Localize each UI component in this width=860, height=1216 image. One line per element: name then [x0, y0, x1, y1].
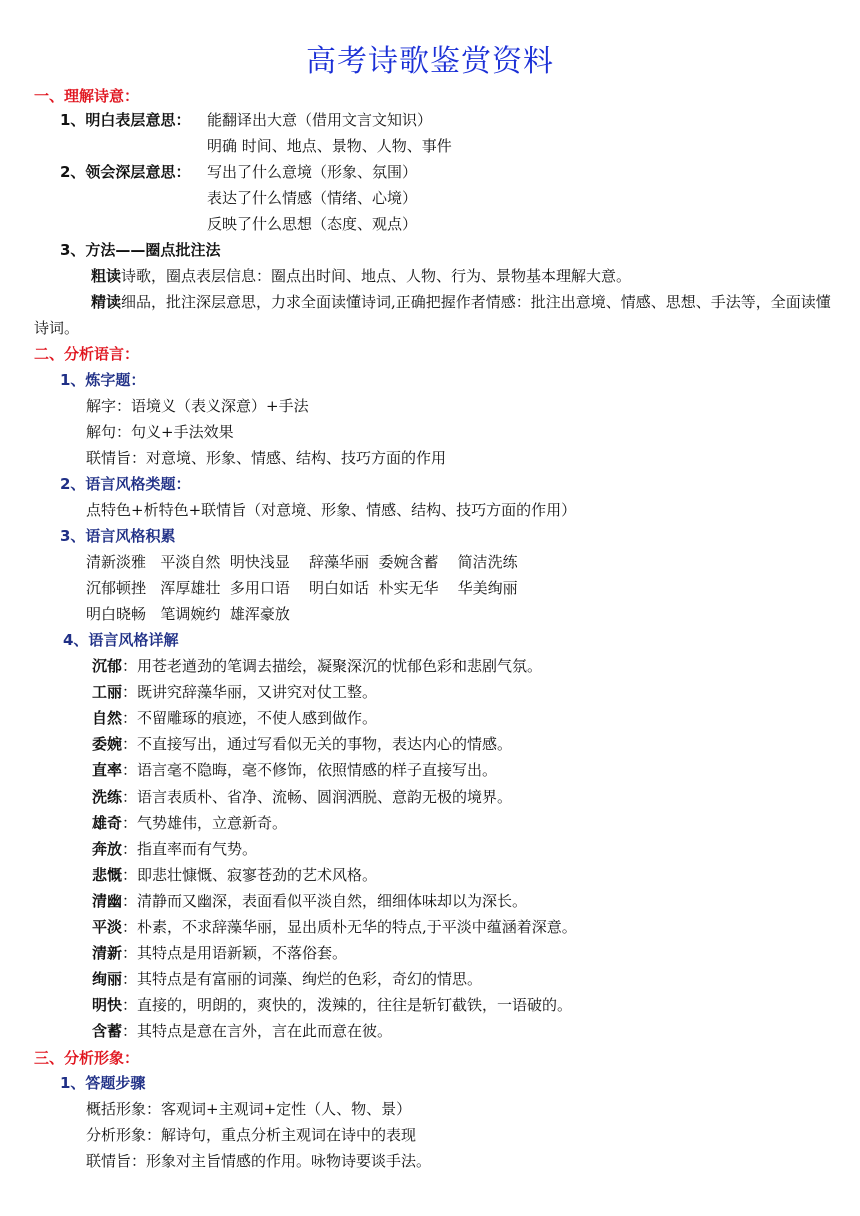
- style-detail-row: [92, 760, 497, 780]
- subheading-1-2: 2、领会深层意思：: [60, 163, 191, 181]
- style-term: 明快: [92, 996, 123, 1014]
- paragraph: [34, 289, 834, 341]
- style-term: 简洁洗练: [457, 553, 518, 571]
- style-row-1: [86, 552, 518, 572]
- style-detail-row: [92, 656, 542, 676]
- style-term: 委婉含蓄: [378, 553, 439, 571]
- text-line: 写出了什么意境（形象、氛围）: [207, 163, 418, 181]
- style-term: 清幽: [92, 892, 123, 910]
- style-term: 沉郁: [92, 657, 123, 675]
- text-line: 解句：句义+手法效果: [86, 423, 234, 441]
- style-detail-row: [92, 1021, 392, 1041]
- subheading-2-1: 1、炼字题：: [60, 371, 146, 389]
- style-description: ：不留雕琢的痕迹，不使人感到做作。: [122, 709, 378, 727]
- subheading-1-3: 3、方法——圈点批注法: [60, 241, 221, 259]
- style-description: ：清静而又幽深，表面看似平淡自然，细细体味却以为深长。: [122, 892, 528, 910]
- style-detail-row: [92, 943, 347, 963]
- style-term: 平淡自然: [160, 553, 221, 571]
- text-line: 能翻译出大意（借用文言文知识）: [207, 111, 433, 129]
- style-detail-row: [92, 891, 527, 911]
- paragraph-text: 诗歌，圈点表层信息：圈点出时间、地点、人物、行为、景物基本理解大意。: [121, 267, 632, 285]
- style-term: 工丽: [92, 683, 123, 701]
- style-detail-row: [92, 734, 512, 754]
- style-description: ：不直接写出，通过写看似无关的事物，表达内心的情感。: [122, 735, 513, 753]
- section-heading-1: 一、理解诗意：: [34, 87, 140, 105]
- style-description: ：语言表质朴、省净、流畅、圆润洒脱、意韵无极的境界。: [122, 788, 513, 806]
- style-term: 明白如话: [308, 579, 369, 597]
- text-line: 概括形象：客观词+主观词+定性（人、物、景）: [86, 1100, 412, 1118]
- style-detail-row: [92, 995, 572, 1015]
- subheading-3-1: 1、答题步骤: [60, 1074, 146, 1092]
- style-term: 自然: [92, 709, 123, 727]
- style-term: 沉郁顿挫: [86, 579, 147, 597]
- text-line: 解字：语境义（表义深意）+手法: [86, 397, 309, 415]
- style-description: ：指直率而有气势。: [122, 840, 258, 858]
- style-detail-row: [92, 682, 377, 702]
- style-description: ：即悲壮慷慨、寂寥苍劲的艺术风格。: [122, 866, 378, 884]
- style-term: 明快浅显: [229, 553, 290, 571]
- style-term: 清新淡雅: [86, 553, 147, 571]
- style-description: ：用苍老遒劲的笔调去描绘，凝聚深沉的忧郁色彩和悲剧气氛。: [122, 657, 543, 675]
- style-description: ：朴素，不求辞藻华丽，显出质朴无华的特点,于平淡中蕴涵着深意。: [122, 918, 577, 936]
- bold-term: 粗读: [91, 267, 122, 285]
- style-term: 华美绚丽: [457, 579, 518, 597]
- text-line: [91, 266, 631, 286]
- text-line: 表达了什么情感（情绪、心境）: [207, 189, 418, 207]
- style-term: 雄奇: [92, 814, 123, 832]
- style-term: 委婉: [92, 735, 123, 753]
- style-description: ：既讲究辞藻华丽，又讲究对仗工整。: [122, 683, 378, 701]
- style-description: ：直接的，明朗的，爽快的，泼辣的，往往是斩钉截铁，一语破的。: [122, 996, 573, 1014]
- text-line: 分析形象：解诗句，重点分析主观词在诗中的表现: [86, 1126, 417, 1144]
- subheading-2-4: 4、语言风格详解: [63, 631, 179, 649]
- style-term: 绚丽: [92, 970, 123, 988]
- style-detail-row: [92, 787, 512, 807]
- style-detail-row: [92, 917, 577, 937]
- subheading-1-1: 1、明白表层意思：: [60, 111, 191, 129]
- style-term: 含蓄: [92, 1022, 123, 1040]
- style-term: 多用口语: [229, 579, 290, 597]
- style-row-2: [86, 578, 518, 598]
- style-term: 直率: [92, 761, 123, 779]
- text-line: 明确 时间、地点、景物、人物、事件: [207, 137, 452, 155]
- style-detail-row: [92, 813, 287, 833]
- style-description: ：其特点是意在言外，言在此而意在彼。: [122, 1022, 393, 1040]
- style-term: 辞藻华丽: [308, 553, 369, 571]
- style-term: 奔放: [92, 840, 123, 858]
- style-term: 朴实无华: [378, 579, 439, 597]
- subheading-2-2: 2、语言风格类题：: [60, 475, 191, 493]
- style-row-3: [86, 604, 290, 624]
- style-term: 雄浑豪放: [229, 605, 290, 623]
- style-term: 悲慨: [92, 866, 123, 884]
- style-term: 浑厚雄壮: [160, 579, 221, 597]
- style-description: ：气势雄伟，立意新奇。: [122, 814, 288, 832]
- style-detail-row: [92, 865, 377, 885]
- text-line: 点特色+析特色+联情旨（对意境、形象、情感、结构、技巧方面的作用）: [86, 501, 577, 519]
- subheading-2-3: 3、语言风格积累: [60, 527, 176, 545]
- style-detail-row: [92, 839, 257, 859]
- style-term: 明白晓畅: [86, 605, 147, 623]
- style-detail-row: [92, 969, 482, 989]
- section-heading-2: 二、分析语言：: [34, 345, 140, 363]
- style-term: 平淡: [92, 918, 123, 936]
- paragraph-text: 细品，批注深层意思，力求全面读懂诗词,正确把握作者情感：批注出意境、情感、思想、手法等，全面读懂诗词。: [34, 293, 831, 337]
- page-title: 高考诗歌鉴赏资料: [306, 44, 554, 79]
- text-line: 联情旨：对意境、形象、情感、结构、技巧方面的作用: [86, 449, 447, 467]
- bold-term: 精读: [91, 293, 122, 311]
- style-description: ：其特点是用语新颖，不落俗套。: [122, 944, 348, 962]
- text-line: 反映了什么思想（态度、观点）: [207, 215, 418, 233]
- text-line: 联情旨：形象对主旨情感的作用。咏物诗要谈手法。: [86, 1152, 432, 1170]
- style-term: 清新: [92, 944, 123, 962]
- style-description: ：语言毫不隐晦，毫不修饰，依照情感的样子直接写出。: [122, 761, 498, 779]
- style-detail-row: [92, 708, 377, 728]
- style-term: 笔调婉约: [160, 605, 221, 623]
- style-description: ：其特点是有富丽的词藻、绚烂的色彩，奇幻的情思。: [122, 970, 483, 988]
- section-heading-3: 三、分析形象：: [34, 1049, 140, 1067]
- style-term: 洗练: [92, 788, 123, 806]
